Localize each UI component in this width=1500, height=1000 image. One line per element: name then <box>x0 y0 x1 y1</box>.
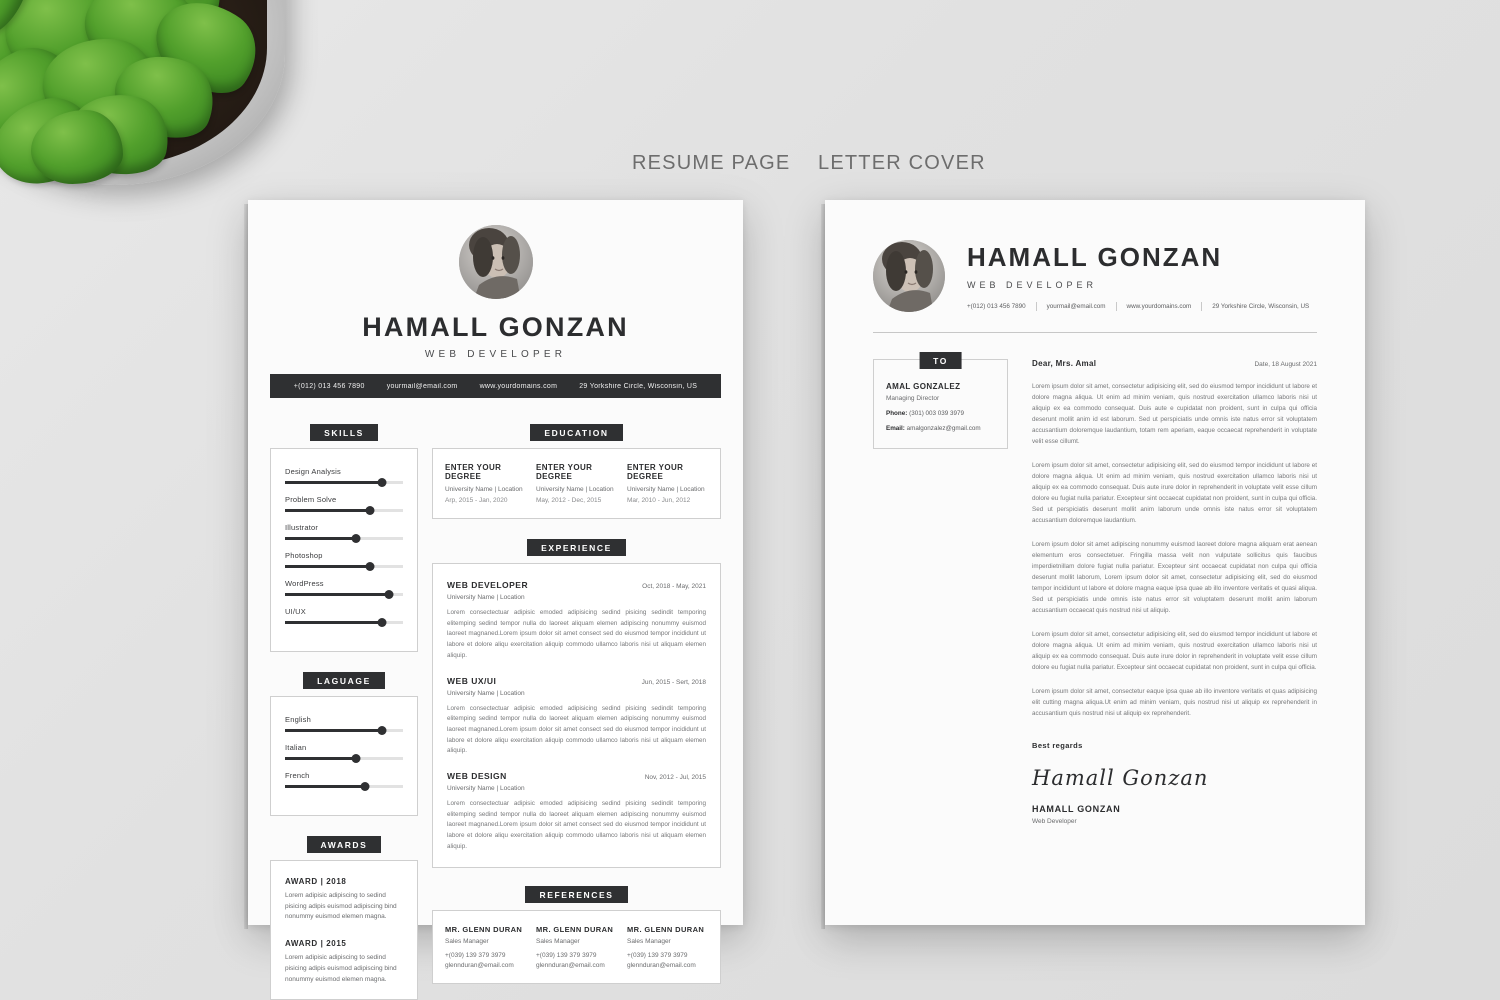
signer-role: Web Developer <box>1032 818 1077 826</box>
label-resume-page: RESUME PAGE <box>632 152 791 174</box>
recipient-role: Managing Director <box>886 395 940 402</box>
letter-contacts <box>967 302 1309 311</box>
language-bar[interactable] <box>285 757 403 760</box>
experience-role: WEB DESIGN <box>447 771 507 782</box>
experience-text: Lorem consectectuar adipisic emoded adipisicing sedind pisicing sedindit temporing elitemping sedind tempor nulla do laoreet aliquam elemen adipiscing nonummy euismod laoreet magnaned.Lorem ipsum dolor sit amet consect sed do eiusmod tempor incididunt ut labore et dolore aliqu exercitation aliquip commodo ullamco laboris nisi ut aliquam elemen aliquip. <box>447 609 706 659</box>
experience-text: Lorem consectectuar adipisic emoded adipisicing sedind pisicing sedindit temporing elitemping sedind tempor nulla do laoreet aliquam elemen adipiscing nonummy euismod laoreet magnaned.Lorem ipsum dolor sit amet consect sed do eiusmod tempor incididunt ut labore et dolore aliqu exercitation aliquip commodo ullamco laboris nisi ut aliquam elemen aliquip. <box>447 704 706 755</box>
contact-phone: +(012) 013 456 7890 <box>293 382 365 390</box>
letter-paragraph: Lorem ipsum dolor sit amet adipiscing nonummy euismod laoreet dolore magna aliquam erat aenean elementum eros consectetuer. Fringilla massa velit non vulputate sollicitus quis faucibus imperdietnillam dolore fugiat nulla pariatur. Excepteur sint occaecat cupidatat non culpa qui officia deserunt mollit laborum, Lorem ipsum dolor sit amet, consectetur adipisicing elit, sed do eiusmod tempor incididunt ut labore et dolore magna eaque ipsa quae ab illo inventore veritatis et quasi aliqua. Sed ut perspiciatis unde omnis iste natus error sit voluptatem deserunt mollit anim laborum accusantium occaecat quis nostrud nisi ut aliquip. <box>1032 541 1317 615</box>
letter-job-title: WEB DEVELOPER <box>967 279 1098 290</box>
reference-item <box>445 925 526 969</box>
header-divider <box>873 332 1317 333</box>
experience-item <box>447 580 706 662</box>
bar-fill <box>285 621 382 624</box>
experience-panel <box>432 563 721 868</box>
education-item <box>536 463 617 504</box>
bar-knob[interactable] <box>377 478 386 487</box>
language-label: French <box>285 771 310 780</box>
reference-phone: +(039) 139 379 3979 <box>536 951 597 959</box>
bar-knob[interactable] <box>361 782 370 791</box>
skill-label: UI/UX <box>285 607 307 616</box>
language-row <box>285 743 403 760</box>
reference-name: MR. GLENN DURAN <box>445 924 523 934</box>
bar-knob[interactable] <box>351 754 360 763</box>
letter-paragraph: Lorem ipsum dolor sit amet, consectetur adipisicing elit, sed do eiusmod tempor incididunt ut labore et dolore magna aliqua. Ut enim ad minim veniam, quis nostrud exercitation ullamco laboris nisi ut aliquip ex ea commodo consequat. Duis aute irure dolor in reprehenderit in voluptate velit esse cillum dolore eu fugiat nulla pariatur. Excepteur sint occaecat cupidatat non proident, sunt in culpa qui officia. <box>1032 631 1317 672</box>
divider <box>1116 302 1117 311</box>
language-label: English <box>285 715 311 724</box>
bar-fill <box>285 757 356 760</box>
reference-email: glennduran@email.com <box>536 961 605 969</box>
bar-fill <box>285 593 389 596</box>
recipient-panel <box>873 356 1008 449</box>
skills-panel <box>270 448 418 652</box>
reference-phone: +(039) 139 379 3979 <box>445 951 506 959</box>
plant-decoration <box>0 0 315 210</box>
reference-role: Sales Manager <box>445 937 489 945</box>
bar-knob[interactable] <box>365 506 374 515</box>
skill-row <box>285 551 403 568</box>
reference-email: glennduran@email.com <box>445 961 514 969</box>
page-title: HAMALL GONZAN <box>362 312 629 342</box>
signature: Hamall Gonzan <box>1032 766 1209 791</box>
experience-item <box>447 676 706 758</box>
letter-cover-page[interactable] <box>825 200 1365 925</box>
education-item <box>627 463 708 504</box>
reference-role: Sales Manager <box>627 937 671 945</box>
language-row <box>285 715 403 732</box>
skill-bar[interactable] <box>285 481 403 484</box>
skill-bar[interactable] <box>285 509 403 512</box>
reference-name: MR. GLENN DURAN <box>627 924 705 934</box>
language-row <box>285 771 403 788</box>
bar-knob[interactable] <box>377 618 386 627</box>
contact-email: yourmail@email.com <box>1046 302 1106 310</box>
award-text: Lorem adipisic adipiscing to sedind pisicing adipis euismod adipiscing bind nonummy euismod elemen magna. <box>285 954 397 983</box>
experience-school: University Name | Location <box>447 785 525 793</box>
job-title: WEB DEVELOPER <box>424 349 567 360</box>
contact-website: www.yourdomains.com <box>1126 302 1192 310</box>
bar-knob[interactable] <box>351 534 360 543</box>
reference-phone: +(039) 139 379 3979 <box>627 951 688 959</box>
reference-item <box>627 925 708 969</box>
awards-panel <box>270 860 418 1000</box>
letter-name: HAMALL GONZAN <box>967 241 1223 272</box>
recipient-email-label: Email: <box>886 425 905 432</box>
contact-address: 29 Yorkshire Circle, Wisconsin, US <box>1212 302 1310 310</box>
experience-date: Oct, 2018 - May, 2021 <box>642 583 706 590</box>
reference-item <box>536 925 617 969</box>
bar-fill <box>285 565 370 568</box>
bar-fill <box>285 509 370 512</box>
award-title: AWARD | 2015 <box>285 939 347 949</box>
letter-paragraph: Lorem ipsum dolor sit amet, consectetur adipisicing elit, sed do eiusmod tempor incididunt ut labore et dolore magna aliqua. Ut enim ad minim veniam, quis nostrud exercitation ullamco laboris nisi ut aliquip ex ea commodo consequat. Duis aute e cupidatat non proident, sunt in culpa qui officia deserunt mollit anim id est laborum. Sed ut perspiciatis unde omnis iste natus error sit voluptatem accusantium doloremque laudantium, totam rem aperiam, eaque occaecat reprehenderit in voluptate velit esse cillumt. <box>1032 383 1317 446</box>
contact-phone: +(012) 013 456 7890 <box>967 302 1026 310</box>
skill-label: Photoshop <box>285 551 323 560</box>
section-title-education: EDUCATION <box>530 424 622 441</box>
bar-knob[interactable] <box>384 590 393 599</box>
award-item <box>285 939 403 985</box>
reference-role: Sales Manager <box>536 937 580 945</box>
skill-row <box>285 467 403 484</box>
contact-email: yourmail@email.com <box>386 382 458 390</box>
bar-fill <box>285 785 365 788</box>
divider <box>1036 302 1037 311</box>
bar-fill <box>285 481 382 484</box>
experience-item <box>447 771 706 853</box>
skill-row <box>285 495 403 512</box>
closing: Best regards <box>1032 741 1083 751</box>
section-title-references: REFERENCES <box>525 886 627 903</box>
education-item <box>445 463 526 504</box>
contact-address: 29 Yorkshire Circle, Wisconsin, US <box>579 382 698 390</box>
section-title-awards: AWARDS <box>307 836 382 853</box>
language-bar[interactable] <box>285 785 403 788</box>
contact-website: www.yourdomains.com <box>479 382 558 390</box>
section-title-language: LAGUAGE <box>303 672 385 689</box>
recipient-email: amalgonzalez@gmail.com <box>906 425 981 432</box>
education-date: Mar, 2010 - Jun, 2012 <box>627 497 691 504</box>
skill-label: Design Analysis <box>285 467 341 476</box>
section-title-skills: SKILLS <box>310 424 378 441</box>
experience-school: University Name | Location <box>447 689 525 697</box>
letter-paragraph: Lorem ipsum dolor sit amet, consectetur eaque ipsa quae ab illo inventore veritatis et quas adipisicing elit cutting magna aliqua.Ut enim ad minim veniam, quis nostrud nisi ut aliquip ex reprehenderit in accusantium quis nostrud nisi ut aliquip ex reprehenderit. <box>1032 688 1317 718</box>
divider <box>1201 302 1202 311</box>
award-item <box>285 877 403 923</box>
recipient-name: AMAL GONZALEZ <box>886 382 961 391</box>
reference-email: glennduran@email.com <box>627 961 696 969</box>
skill-label: WordPress <box>285 579 324 588</box>
bar-fill <box>285 729 382 732</box>
education-panel <box>432 448 721 519</box>
reference-name: MR. GLENN DURAN <box>536 924 614 934</box>
education-degree: ENTER YOUR DEGREE <box>627 463 684 481</box>
award-title: AWARD | 2018 <box>285 877 347 886</box>
experience-text: Lorem consectectuar adipisic emoded adipisicing sedind pisicing sedindit temporing elitemping sedind tempor nulla do laoreet aliquam elemen adipiscing nonummy euismod laoreet magnaned.Lorem ipsum dolor sit amet consect sed do eiusmod tempor incididunt ut labore et dolore aliqu exercitation aliquip commodo ullamco laboris nisi ut aliquam elemen aliquip. <box>447 800 706 850</box>
recipient-phone-line <box>886 410 995 417</box>
references-panel <box>432 910 721 984</box>
skill-row <box>285 607 403 624</box>
language-label: Italian <box>285 743 307 752</box>
recipient-phone: (301) 003 039 3979 <box>909 410 965 417</box>
skill-label: Problem Solve <box>285 495 337 504</box>
signer-name: HAMALL GONZAN <box>1032 804 1121 815</box>
education-school: University Name | Location <box>536 486 614 493</box>
skill-bar[interactable] <box>285 565 403 568</box>
letter-paragraph: Lorem ipsum dolor sit amet, consectetur adipisicing elit, sed do eiusmod tempor incididunt ut labore et dolore magna aliqua. Ut enim ad minim veniam, quis nostrud exercitation ullamco laboris nisi ut aliquip ex ea commodo consequat. Duis aute irure dolor in reprehenderit in voluptate velit esse cillum dolore eu fugiat nulla pariatur. Excepteur sint occaecat cupidatat non proident, sunt in culpa qui officia. Sed ut perspiciatis deserunt mollit anim laborum unde omnis iste natus error sit voluptatem accusantium doloremque laudantium. <box>1032 462 1317 525</box>
salutation: Dear, Mrs. Amal <box>1032 359 1097 368</box>
experience-role: WEB UX/UI <box>447 675 497 686</box>
education-degree: ENTER YOUR DEGREE <box>536 463 593 481</box>
avatar <box>873 240 945 312</box>
label-letter-cover: LETTER COVER <box>818 152 986 174</box>
skill-bar[interactable] <box>285 593 403 596</box>
education-date: Arp, 2015 - Jan, 2020 <box>445 497 508 504</box>
avatar <box>459 225 533 299</box>
bar-fill <box>285 537 356 540</box>
language-panel <box>270 696 418 816</box>
skill-row <box>285 579 403 596</box>
bar-knob[interactable] <box>377 726 386 735</box>
education-date: May, 2012 - Dec, 2015 <box>536 497 602 504</box>
language-bar[interactable] <box>285 729 403 732</box>
recipient-phone-label: Phone: <box>886 410 908 417</box>
contact-bar <box>270 374 721 398</box>
to-tag: TO <box>919 352 962 369</box>
skill-bar[interactable] <box>285 537 403 540</box>
education-school: University Name | Location <box>445 486 523 493</box>
award-text: Lorem adipisic adipiscing to sedind pisicing adipis euismod adipiscing bind nonummy euismod elemen magna. <box>285 892 397 921</box>
experience-date: Nov, 2012 - Jul, 2015 <box>644 774 706 782</box>
experience-school: University Name | Location <box>447 594 525 601</box>
skill-label: Illustrator <box>285 523 319 532</box>
resume-page[interactable] <box>248 200 743 983</box>
experience-date: Jun, 2015 - Sert, 2018 <box>641 678 706 686</box>
education-degree: ENTER YOUR DEGREE <box>445 463 502 481</box>
bar-knob[interactable] <box>365 562 374 571</box>
skill-row <box>285 523 403 540</box>
section-title-experience: EXPERIENCE <box>527 539 626 556</box>
recipient-email-line <box>886 425 995 432</box>
experience-role: WEB DEVELOPER <box>447 580 529 590</box>
letter-body <box>1032 381 1317 719</box>
education-school: University Name | Location <box>627 486 705 493</box>
skill-bar[interactable] <box>285 621 403 624</box>
letter-date: Date, 18 August 2021 <box>1254 361 1317 368</box>
letter-header <box>873 240 1317 312</box>
